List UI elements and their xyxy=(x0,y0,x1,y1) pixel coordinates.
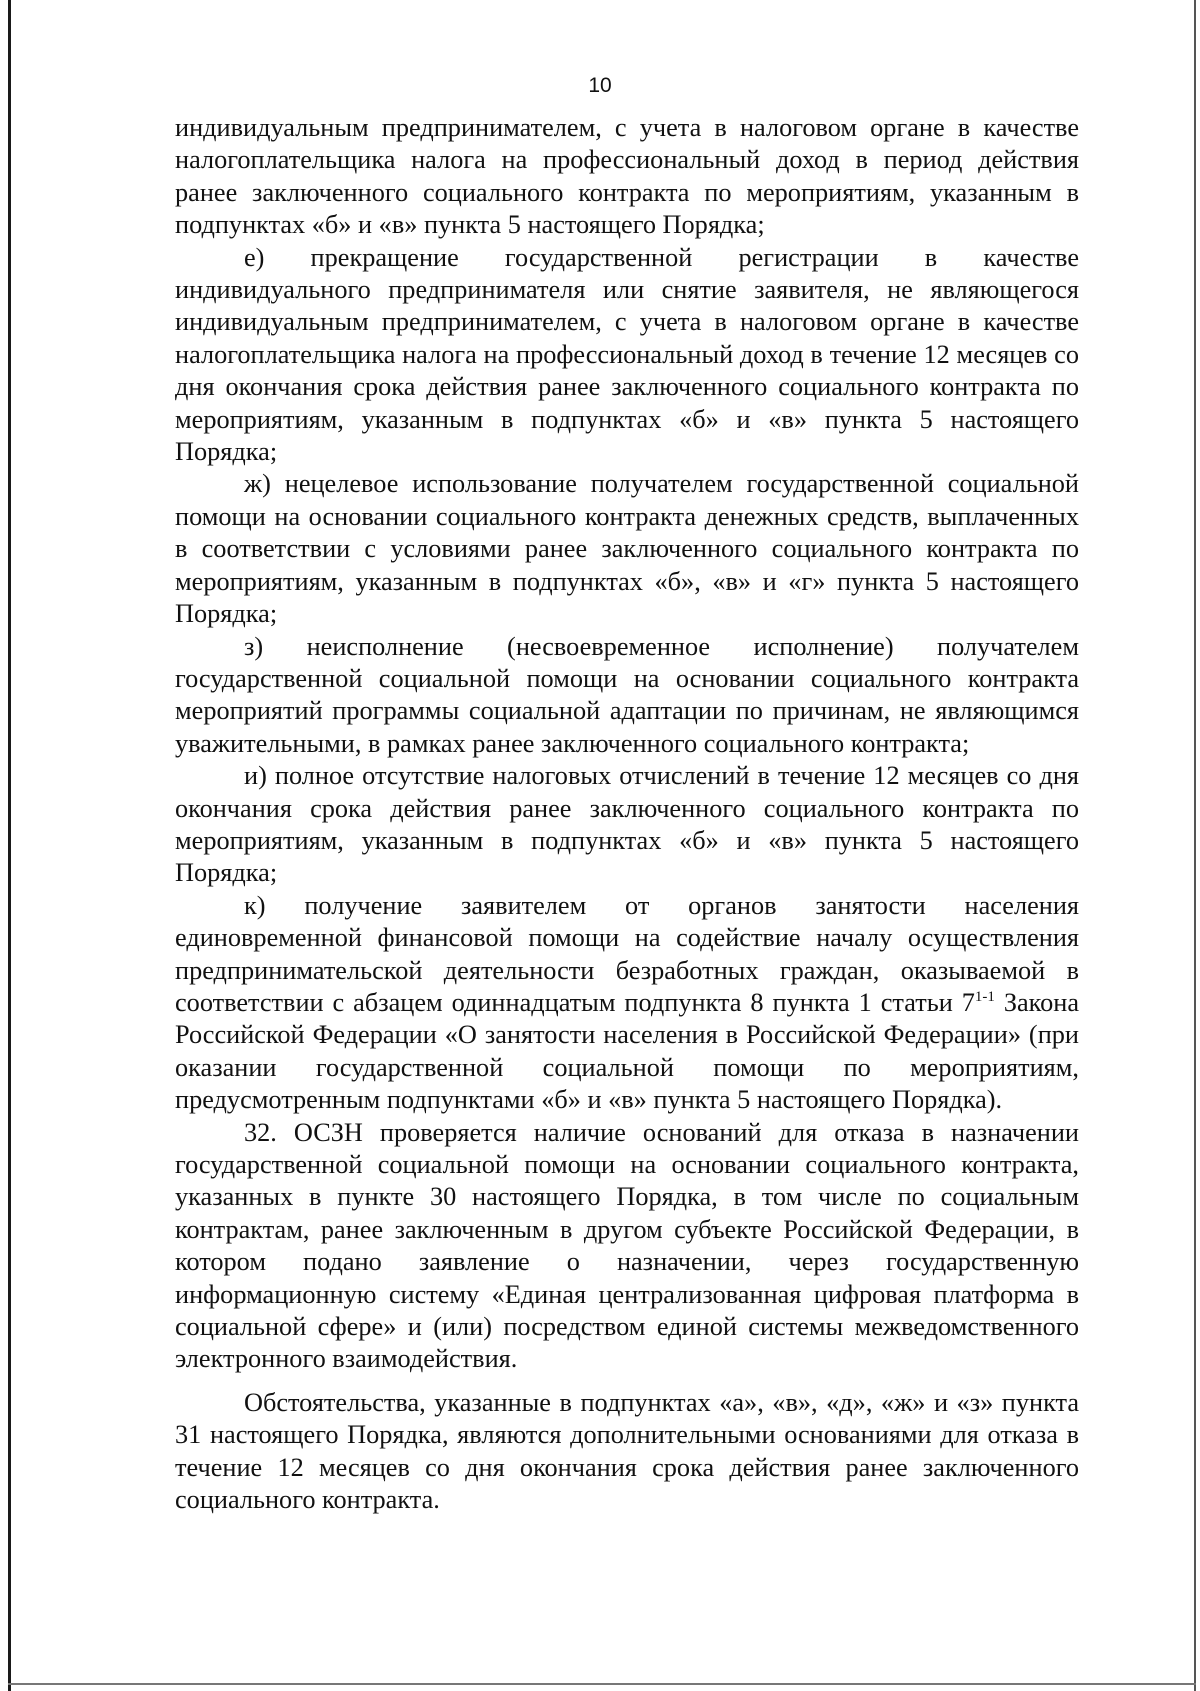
scan-edge-right xyxy=(1194,0,1196,1691)
document-body xyxy=(175,112,1079,1516)
paragraph-32: 32. ОСЗН проверяется наличие оснований для отказа в назначении государственной социальной помощи на основании социального контракта, указанных в пункте 30 настоящего Порядка, в том числе по социальным контрактам, ранее заключенным в другом субъекте Российской Федерации, в котором подано заявление о назначении, через государственную информационную систему «Единая централизованная цифровая платформа в социальной сфере» и (или) посредством единой системы межведомственного электронного взаимодействия. xyxy=(175,1117,1079,1374)
paragraph-item-e: е) прекращение государственной регистрации в качестве индивидуального предпринимателя или снятие заявителя, не являющегося индивидуальным предпринимателем, с учета в налоговом органе в качестве налогоплательщика налога на профессиональный доход в течение 12 месяцев со дня окончания срока действия ранее заключенного социального контракта по мероприятиям, указанным в подпунктах «б» и «в» пункта 5 настоящего Порядка; xyxy=(175,242,1079,467)
paragraph-item-i: и) полное отсутствие налоговых отчислений в течение 12 месяцев со дня окончания срока действия ранее заключенного социального контракта по мероприятиям, указанным в подпунктах «б» и «в» пункта 5 настоящего Порядка; xyxy=(175,761,1079,888)
paragraph-final: Обстоятельства, указанные в подпунктах «а», «в», «д», «ж» и «з» пункта 31 настоящего Порядка, являются дополнительными основаниями для отказа в течение 12 месяцев со дня окончания срока действия ранее заключенного социального контракта. xyxy=(175,1387,1079,1515)
scan-edge-bottom xyxy=(8,1683,1196,1685)
paragraph-item-k xyxy=(175,890,1079,1117)
paragraph-item-zh: ж) нецелевое использование получателем государственной социальной помощи на основании социального контракта денежных средств, выплаченных в соответствии с условиями ранее заключенного социального контракта по мероприятиям, указанным в подпунктах «б», «в» и «г» пункта 5 настоящего Порядка; xyxy=(175,469,1079,629)
paragraph-item-z: з) неисполнение (несвоевременное исполнение) получателем государственной социальной помощи на основании социального контракта мероприятий программы социальной адаптации по причинам, не являющимся уважительными, в рамках ранее заключенного социального контракта; xyxy=(175,631,1079,758)
scan-edge-left xyxy=(8,0,11,1691)
article-superscript: 1-1 xyxy=(974,988,995,1005)
page-number: 10 xyxy=(588,74,612,97)
paragraph-continuation: индивидуальным предпринимателем, с учета в налоговом органе в качестве налогоплательщика налога на профессиональный доход в период действия ранее заключенного социального контракта по мероприятиям, указанным в подпунктах «б» и «в» пункта 5 настоящего Порядка; xyxy=(175,113,1079,240)
paragraph-item-k-text-cont: Закона Российской Федерации «О занятости населения в Российской Федерации» (при оказании государственной социальной помощи по мероприятиям, предусмотренным подпунктами «б» и «в» пункта 5 настоящего Порядка). xyxy=(175,987,1079,1115)
paragraph-item-k-text: к) получение заявителем от органов занятости населения единовременной финансовой помощи на содействие началу осуществления предпринимательской деятельности безработных граждан, оказываемой в соответствии с абзацем одиннадцатым подпункта 8 пункта 1 статьи 7 xyxy=(175,890,1079,1017)
